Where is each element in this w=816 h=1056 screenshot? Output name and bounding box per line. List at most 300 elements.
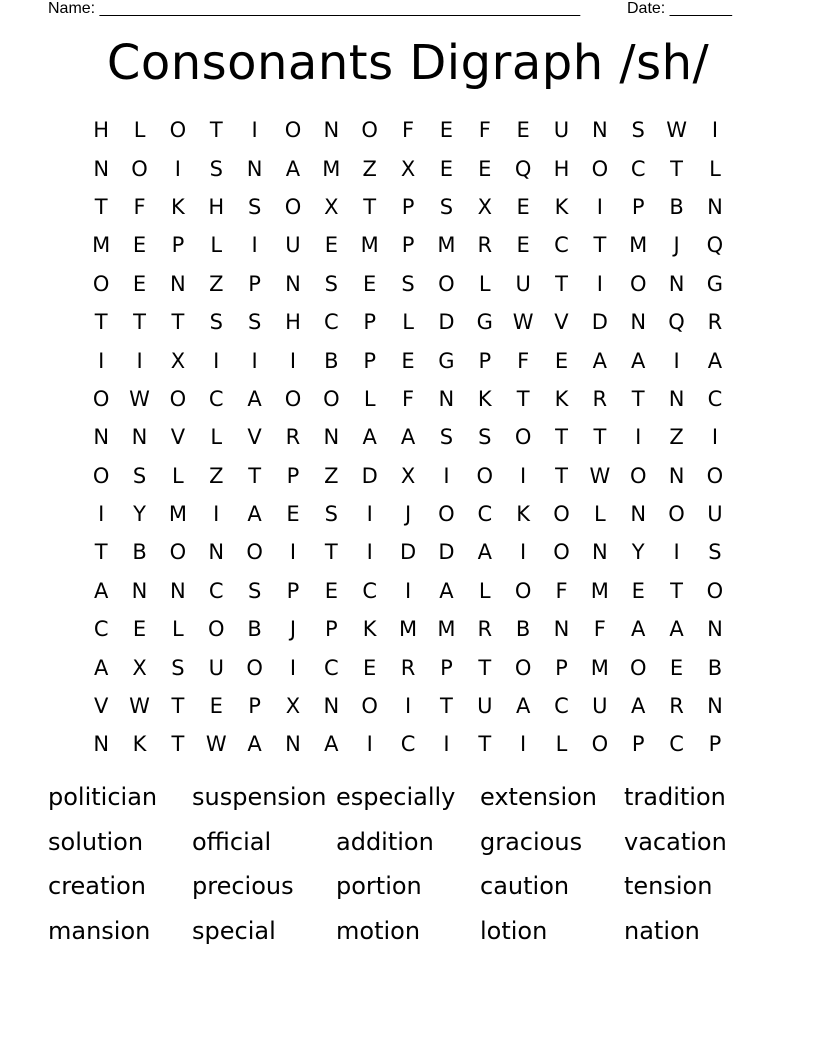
grid-cell[interactable]: I	[404, 578, 412, 603]
grid-cell[interactable]: Z	[669, 425, 684, 450]
grid-cell[interactable]: R	[285, 425, 301, 450]
grid-cell[interactable]: U	[477, 694, 493, 719]
grid-cell[interactable]: N	[93, 732, 110, 757]
grid-cell[interactable]: W	[589, 463, 611, 488]
grid-cell[interactable]: S	[439, 194, 454, 219]
grid-cell[interactable]: O	[284, 386, 302, 411]
grid-cell[interactable]: G	[476, 310, 493, 335]
grid-cell[interactable]: I	[443, 463, 450, 488]
grid-cell[interactable]: A	[631, 694, 646, 719]
grid-cell[interactable]: N	[323, 118, 340, 143]
grid-cell[interactable]: S	[247, 578, 262, 603]
grid-cell[interactable]: I	[136, 348, 143, 373]
grid-cell[interactable]: S	[708, 540, 722, 565]
grid-cell[interactable]: P	[555, 655, 568, 680]
grid-cell[interactable]: W	[129, 386, 150, 411]
grid-cell[interactable]: C	[208, 386, 224, 411]
grid-cell[interactable]: K	[477, 386, 492, 411]
grid-cell[interactable]: E	[516, 233, 530, 258]
grid-cell[interactable]: V	[554, 310, 569, 335]
grid-cell[interactable]: O	[706, 463, 724, 488]
grid-cell[interactable]: S	[401, 271, 415, 296]
grid-cell[interactable]: B	[247, 617, 262, 642]
grid-cell[interactable]: I	[711, 425, 719, 450]
grid-cell[interactable]: E	[132, 271, 147, 296]
grid-cell[interactable]: R	[400, 655, 416, 680]
grid-cell[interactable]: W	[666, 118, 687, 143]
grid-cell[interactable]: T	[555, 271, 568, 296]
grid-cell[interactable]: O	[476, 463, 494, 488]
grid-cell[interactable]: I	[520, 463, 527, 488]
grid-cell[interactable]: C	[400, 732, 416, 757]
grid-cell[interactable]: L	[363, 386, 376, 411]
grid-cell[interactable]: M	[629, 233, 648, 258]
grid-cell[interactable]: O	[169, 540, 187, 565]
grid-cell[interactable]: R	[669, 694, 684, 719]
grid-cell[interactable]: K	[362, 617, 377, 642]
grid-cell[interactable]: L	[172, 617, 184, 642]
grid-cell[interactable]: I	[251, 233, 258, 258]
grid-cell[interactable]: P	[631, 194, 645, 219]
grid-cell[interactable]: T	[478, 655, 492, 680]
grid-cell[interactable]: P	[248, 271, 261, 296]
grid-cell[interactable]: B	[515, 617, 531, 642]
grid-cell[interactable]: O	[514, 578, 532, 603]
grid-cell[interactable]: I	[635, 425, 642, 450]
grid-cell[interactable]: Y	[631, 540, 645, 565]
grid-cell[interactable]: Y	[133, 502, 146, 527]
word-list-item: creation	[48, 872, 146, 900]
grid-cell[interactable]: I	[366, 502, 373, 527]
grid-cell[interactable]: M	[437, 233, 456, 258]
grid-cell[interactable]: S	[324, 502, 338, 527]
grid-cell[interactable]: F	[517, 348, 530, 373]
grid-cell[interactable]: N	[285, 271, 301, 296]
grid-cell[interactable]: E	[439, 156, 454, 181]
grid-cell[interactable]: C	[93, 617, 109, 642]
grid-cell[interactable]: N	[707, 694, 723, 719]
grid-cell[interactable]: P	[286, 578, 300, 603]
grid-cell[interactable]: N	[707, 617, 723, 642]
grid-cell[interactable]: X	[477, 194, 492, 219]
grid-cell[interactable]: A	[439, 578, 454, 603]
grid-cell[interactable]: J	[289, 617, 297, 642]
word-list-item: tension	[624, 872, 713, 900]
grid-cell[interactable]: L	[172, 463, 184, 488]
grid-cell[interactable]: T	[94, 310, 108, 335]
grid-cell[interactable]: N	[131, 425, 148, 450]
grid-cell[interactable]: O	[131, 156, 148, 181]
grid-cell[interactable]: O	[706, 578, 724, 603]
grid-cell[interactable]: C	[554, 233, 569, 258]
grid-cell[interactable]: O	[553, 502, 570, 527]
grid-cell[interactable]: O	[514, 425, 532, 450]
grid-cell[interactable]: S	[478, 425, 492, 450]
grid-cell[interactable]: O	[514, 655, 532, 680]
grid-cell[interactable]: N	[591, 540, 608, 565]
grid-cell[interactable]: U	[515, 271, 531, 296]
grid-cell[interactable]: I	[98, 348, 105, 373]
grid-cell[interactable]: D	[591, 310, 608, 335]
grid-cell[interactable]: O	[284, 194, 302, 219]
grid-cell[interactable]: I	[213, 348, 220, 373]
grid-cell[interactable]: P	[708, 732, 722, 757]
grid-cell[interactable]: I	[596, 271, 603, 296]
grid-cell[interactable]: O	[323, 386, 340, 411]
grid-cell[interactable]: L	[478, 578, 491, 603]
grid-cell[interactable]: K	[171, 194, 185, 219]
grid-cell[interactable]: S	[247, 194, 262, 219]
grid-cell[interactable]: O	[553, 540, 570, 565]
grid-cell[interactable]: R	[592, 386, 608, 411]
grid-cell[interactable]: S	[209, 156, 223, 181]
grid-cell[interactable]: I	[366, 540, 373, 565]
grid-cell[interactable]: U	[592, 694, 608, 719]
grid-cell[interactable]: O	[361, 118, 378, 143]
grid-cell[interactable]: I	[711, 118, 719, 143]
grid-row	[82, 495, 734, 533]
grid-cell[interactable]: N	[630, 502, 647, 527]
grid-cell[interactable]: I	[98, 502, 105, 527]
grid-cell[interactable]: V	[247, 425, 262, 450]
grid-cell[interactable]: L	[133, 118, 146, 143]
grid-cell[interactable]: P	[363, 310, 377, 335]
grid-cell[interactable]: M	[437, 617, 456, 642]
grid-cell[interactable]: H	[285, 310, 301, 335]
grid-cell[interactable]: N	[668, 386, 685, 411]
grid-cell[interactable]: U	[553, 118, 570, 143]
grid-cell[interactable]: I	[520, 540, 527, 565]
grid-cell[interactable]: A	[247, 386, 262, 411]
grid-cell[interactable]: M	[398, 617, 418, 642]
grid-cell[interactable]: T	[440, 694, 453, 719]
grid-cell[interactable]: P	[631, 732, 645, 757]
word-list-item: official	[192, 827, 272, 856]
grid-cell[interactable]: E	[401, 348, 415, 373]
grid-cell[interactable]: A	[400, 425, 416, 450]
grid-cell[interactable]: O	[629, 655, 647, 680]
grid-cell[interactable]: D	[438, 310, 455, 335]
grid-cell[interactable]: A	[285, 156, 301, 181]
grid-cell[interactable]: T	[631, 386, 645, 411]
grid-cell[interactable]: C	[324, 310, 339, 335]
grid-cell[interactable]: Q	[706, 233, 724, 258]
grid-cell[interactable]: T	[209, 118, 223, 143]
grid-cell[interactable]: E	[478, 156, 492, 181]
grid-cell[interactable]: T	[363, 194, 377, 219]
grid-cell[interactable]: K	[516, 502, 531, 527]
grid-cell[interactable]: O	[361, 694, 378, 719]
grid-cell[interactable]: F	[402, 386, 415, 411]
grid-cell[interactable]: N	[591, 118, 608, 143]
grid-cell[interactable]: M	[590, 655, 609, 680]
grid-cell[interactable]: N	[208, 540, 225, 565]
grid-cell[interactable]: C	[477, 502, 493, 527]
grid-cell[interactable]: B	[669, 194, 684, 219]
grid-cell[interactable]: Z	[324, 463, 339, 488]
grid-cell[interactable]: O	[591, 732, 609, 757]
grid-cell[interactable]: H	[208, 194, 225, 219]
grid-cell[interactable]: C	[362, 578, 378, 603]
grid-cell[interactable]: F	[402, 118, 415, 143]
grid-cell[interactable]: P	[325, 617, 338, 642]
grid-cell[interactable]: O	[169, 386, 187, 411]
grid-cell[interactable]: A	[707, 348, 723, 373]
grid-cell[interactable]: U	[707, 502, 723, 527]
grid-cell[interactable]: C	[208, 578, 224, 603]
grid-cell[interactable]: P	[171, 233, 185, 258]
grid-cell[interactable]: T	[478, 732, 492, 757]
grid-cell[interactable]: M	[322, 156, 341, 181]
grid-cell[interactable]: C	[554, 694, 569, 719]
grid-cell[interactable]: A	[631, 617, 646, 642]
grid-cell[interactable]: N	[553, 617, 570, 642]
grid-cell[interactable]: A	[247, 502, 262, 527]
grid-cell[interactable]: A	[93, 655, 109, 680]
grid-cell[interactable]: S	[247, 310, 262, 335]
grid-cell[interactable]: P	[478, 348, 492, 373]
grid-cell[interactable]: H	[93, 118, 110, 143]
grid-cell[interactable]: T	[133, 310, 146, 335]
grid-cell[interactable]: I	[174, 156, 181, 181]
grid-cell[interactable]: U	[285, 233, 301, 258]
grid-cell[interactable]: W	[129, 694, 150, 719]
grid-cell[interactable]: I	[289, 540, 297, 565]
grid-cell[interactable]: X	[324, 194, 339, 219]
grid-row	[82, 111, 734, 149]
grid-cell[interactable]: I	[289, 655, 297, 680]
grid-cell[interactable]: L	[555, 732, 568, 757]
grid-cell[interactable]: L	[594, 502, 606, 527]
grid-cell[interactable]: Q	[668, 310, 685, 335]
grid-cell[interactable]: L	[402, 310, 414, 335]
grid-cell[interactable]: F	[555, 578, 568, 603]
word-list-item: portion	[336, 872, 422, 900]
grid-cell[interactable]: E	[363, 655, 377, 680]
grid-cell[interactable]: C	[707, 386, 723, 411]
grid-cell[interactable]: N	[131, 578, 148, 603]
grid-cell[interactable]: S	[209, 310, 223, 335]
grid-cell[interactable]: N	[93, 156, 110, 181]
grid-cell[interactable]: A	[631, 348, 646, 373]
grid-cell[interactable]: P	[286, 463, 300, 488]
grid-cell[interactable]: E	[669, 655, 684, 680]
grid-cell[interactable]: E	[286, 502, 300, 527]
grid-cell[interactable]: O	[169, 118, 187, 143]
grid-cell[interactable]: T	[94, 194, 108, 219]
grid-cell[interactable]: X	[170, 348, 186, 373]
grid-cell[interactable]: A	[93, 578, 109, 603]
grid-cell[interactable]: E	[631, 578, 645, 603]
grid-cell[interactable]: T	[171, 732, 185, 757]
grid-cell[interactable]: E	[554, 348, 569, 373]
grid-cell[interactable]: C	[324, 655, 339, 680]
grid-cell[interactable]: P	[401, 233, 415, 258]
grid-cell[interactable]: T	[94, 540, 108, 565]
grid-cell[interactable]: E	[516, 118, 530, 143]
grid-cell[interactable]: T	[555, 463, 568, 488]
grid-cell[interactable]: V	[93, 694, 109, 719]
grid-cell[interactable]: T	[324, 540, 338, 565]
grid-cell[interactable]: O	[629, 271, 647, 296]
grid-cell[interactable]: T	[516, 386, 530, 411]
grid-cell[interactable]: Z	[362, 156, 377, 181]
grid-cell[interactable]: C	[669, 732, 684, 757]
word-list-item: gracious	[480, 827, 583, 856]
grid-cell[interactable]: I	[404, 694, 412, 719]
grid-cell[interactable]: N	[246, 156, 263, 181]
grid-cell[interactable]: N	[285, 732, 301, 757]
grid-cell[interactable]: B	[324, 348, 339, 373]
grid-cell[interactable]: N	[93, 425, 110, 450]
grid-cell[interactable]: B	[707, 655, 723, 680]
grid-cell[interactable]: T	[555, 425, 568, 450]
grid-cell[interactable]: T	[670, 578, 683, 603]
grid-cell[interactable]: J	[404, 502, 412, 527]
grid-cell[interactable]: F	[478, 118, 491, 143]
grid-cell[interactable]: R	[477, 617, 493, 642]
grid-cell[interactable]: N	[438, 386, 455, 411]
grid-cell[interactable]: E	[363, 271, 377, 296]
grid-cell[interactable]: A	[324, 732, 339, 757]
grid-cell[interactable]: G	[706, 271, 724, 296]
grid-cell[interactable]: I	[366, 732, 373, 757]
grid-cell[interactable]: S	[439, 425, 454, 450]
grid-cell[interactable]: O	[438, 271, 455, 296]
grid-cell[interactable]: T	[593, 425, 607, 450]
grid-cell[interactable]: X	[400, 156, 416, 181]
grid-cell[interactable]: O	[92, 271, 110, 296]
grid-cell[interactable]: R	[707, 310, 723, 335]
grid-cell[interactable]: Z	[209, 271, 224, 296]
grid-cell[interactable]: D	[399, 540, 417, 565]
grid-cell[interactable]: O	[246, 655, 263, 680]
grid-cell[interactable]: I	[520, 732, 527, 757]
grid-cell[interactable]: E	[132, 617, 147, 642]
grid-cell[interactable]: F	[133, 194, 146, 219]
grid-cell[interactable]: L	[210, 425, 223, 450]
grid-cell[interactable]: K	[132, 732, 147, 757]
grid-cell[interactable]: O	[629, 463, 647, 488]
grid-cell[interactable]: I	[251, 118, 258, 143]
grid-cell[interactable]: O	[668, 502, 685, 527]
grid-cell[interactable]: T	[670, 156, 683, 181]
grid-cell[interactable]: M	[590, 578, 609, 603]
grid-cell[interactable]: L	[210, 233, 223, 258]
grid-cell[interactable]: P	[248, 694, 261, 719]
grid-cell[interactable]: N	[630, 310, 647, 335]
grid-cell[interactable]: F	[593, 617, 606, 642]
grid-cell[interactable]: I	[289, 348, 297, 373]
grid-cell[interactable]: T	[593, 233, 607, 258]
grid-cell[interactable]: O	[207, 617, 225, 642]
grid-cell[interactable]: X	[400, 463, 416, 488]
grid-cell[interactable]: L	[709, 156, 721, 181]
grid-cell[interactable]: L	[478, 271, 491, 296]
grid-cell[interactable]: N	[170, 578, 186, 603]
grid-cell[interactable]: I	[251, 348, 258, 373]
grid-cell[interactable]: A	[669, 617, 684, 642]
grid-cell[interactable]: T	[171, 694, 185, 719]
grid-cell[interactable]: R	[477, 233, 493, 258]
word-list-item: suspension	[192, 783, 327, 811]
grid-cell[interactable]: S	[171, 655, 185, 680]
grid-cell[interactable]: I	[213, 502, 220, 527]
grid-cell[interactable]: M	[92, 233, 111, 258]
grid-cell[interactable]: E	[209, 694, 223, 719]
grid-cell[interactable]: I	[673, 540, 680, 565]
grid-cell[interactable]: D	[361, 463, 378, 488]
grid-cell[interactable]: M	[168, 502, 187, 527]
grid-cell[interactable]: E	[132, 233, 147, 258]
grid-cell[interactable]: O	[92, 463, 110, 488]
grid-cell[interactable]: E	[324, 578, 338, 603]
grid-cell[interactable]: Z	[209, 463, 224, 488]
grid-cell[interactable]: N	[707, 194, 723, 219]
grid-cell[interactable]: A	[362, 425, 377, 450]
grid-cell[interactable]: E	[439, 118, 454, 143]
grid-cell[interactable]: T	[171, 310, 185, 335]
grid-cell[interactable]: S	[324, 271, 338, 296]
grid-cell[interactable]: P	[363, 348, 377, 373]
grid-cell[interactable]: I	[596, 194, 603, 219]
grid-cell[interactable]: O	[246, 540, 263, 565]
grid-cell[interactable]: Q	[514, 156, 532, 181]
grid-cell[interactable]: A	[592, 348, 608, 373]
grid-cell[interactable]: O	[591, 156, 609, 181]
grid-cell[interactable]: N	[668, 463, 685, 488]
name-field-label[interactable]: Name: ______________________________________________________	[48, 0, 581, 17]
date-field-label[interactable]: Date: _______	[627, 0, 732, 17]
grid-cell[interactable]: J	[673, 233, 680, 258]
grid-cell[interactable]: E	[324, 233, 338, 258]
grid-cell[interactable]: A	[247, 732, 262, 757]
grid-cell[interactable]: T	[248, 463, 262, 488]
grid-cell[interactable]: N	[668, 271, 685, 296]
grid-cell[interactable]: X	[285, 694, 301, 719]
grid-cell[interactable]: H	[553, 156, 570, 181]
grid-cell[interactable]: A	[477, 540, 492, 565]
grid-cell[interactable]: N	[170, 271, 186, 296]
grid-cell[interactable]: S	[631, 118, 645, 143]
grid-cell[interactable]: K	[554, 386, 569, 411]
grid-cell[interactable]: K	[554, 194, 569, 219]
grid-cell[interactable]: V	[170, 425, 186, 450]
grid-cell[interactable]: S	[132, 463, 147, 488]
grid-cell[interactable]: A	[515, 694, 531, 719]
grid-cell[interactable]: W	[512, 310, 534, 335]
grid-cell[interactable]: E	[516, 194, 530, 219]
grid-cell[interactable]: B	[132, 540, 147, 565]
grid-cell[interactable]: O	[92, 386, 110, 411]
grid-cell[interactable]: G	[438, 348, 455, 373]
grid-cell[interactable]: N	[323, 425, 340, 450]
grid-cell[interactable]: X	[132, 655, 147, 680]
grid-cell[interactable]: P	[401, 194, 415, 219]
grid-cell[interactable]: D	[438, 540, 455, 565]
grid-cell[interactable]: C	[630, 156, 646, 181]
grid-cell[interactable]: O	[284, 118, 302, 143]
grid-cell[interactable]: N	[323, 694, 340, 719]
grid-cell[interactable]: M	[360, 233, 379, 258]
grid-cell[interactable]: I	[673, 348, 680, 373]
grid-cell[interactable]: U	[208, 655, 224, 680]
grid-cell[interactable]: P	[440, 655, 453, 680]
grid-cell[interactable]: O	[438, 502, 455, 527]
grid-row	[82, 226, 734, 264]
grid-cell[interactable]: I	[443, 732, 450, 757]
grid-cell[interactable]: W	[205, 732, 227, 757]
